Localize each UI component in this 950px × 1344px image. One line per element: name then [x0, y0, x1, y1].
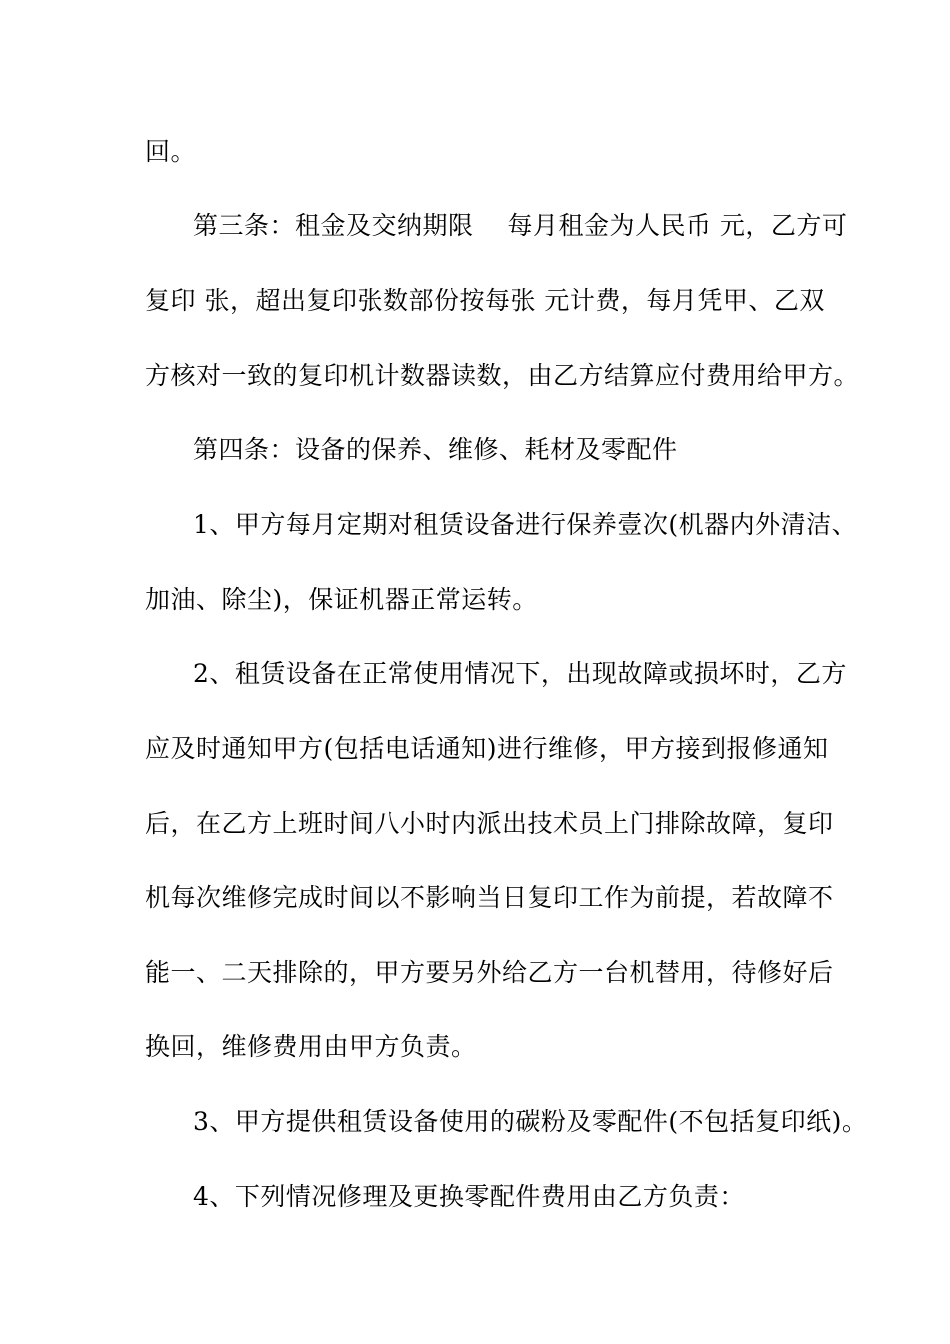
- text-line-10: 后，在乙方上班时间八小时内派出技术员上门排除故障，复印: [145, 809, 834, 838]
- text-line-15: 4、下列情况修理及更换零配件费用由乙方负责：: [193, 1182, 745, 1211]
- text-line-13: 换回，维修费用由甲方负责。: [145, 1032, 477, 1061]
- text-line-9: 应及时通知甲方(包括电话通知)进行维修，甲方接到报修通知: [145, 734, 829, 763]
- text-line-11: 机每次维修完成时间以不影响当日复印工作为前提，若故障不: [145, 883, 834, 912]
- text-line-8: 2、租赁设备在正常使用情况下，出现故障或损坏时，乙方: [193, 659, 847, 688]
- text-line-4: 方核对一致的复印机计数器读数，由乙方结算应付费用给甲方。: [145, 361, 860, 390]
- text-line-1: 回。: [145, 137, 197, 166]
- text-line-6: 1、甲方每月定期对租赁设备进行保养壹次(机器内外清洁、: [193, 510, 858, 539]
- text-line-12: 能一、二天排除的，甲方要另外给乙方一台机替用，待修好后: [145, 958, 834, 987]
- text-line-5: 第四条：设备的保养、维修、耗材及零配件: [193, 435, 678, 464]
- text-line-7: 加油、除尘)，保证机器正常运转。: [145, 585, 538, 614]
- text-line-3: 复印 张，超出复印张数部份按每张 元计费，每月凭甲、乙双: [145, 286, 825, 315]
- text-line-2: 第三条：租金及交纳期限 每月租金为人民币 元，乙方可: [193, 211, 848, 240]
- text-line-14: 3、甲方提供租赁设备使用的碳粉及零配件(不包括复印纸)。: [193, 1107, 868, 1136]
